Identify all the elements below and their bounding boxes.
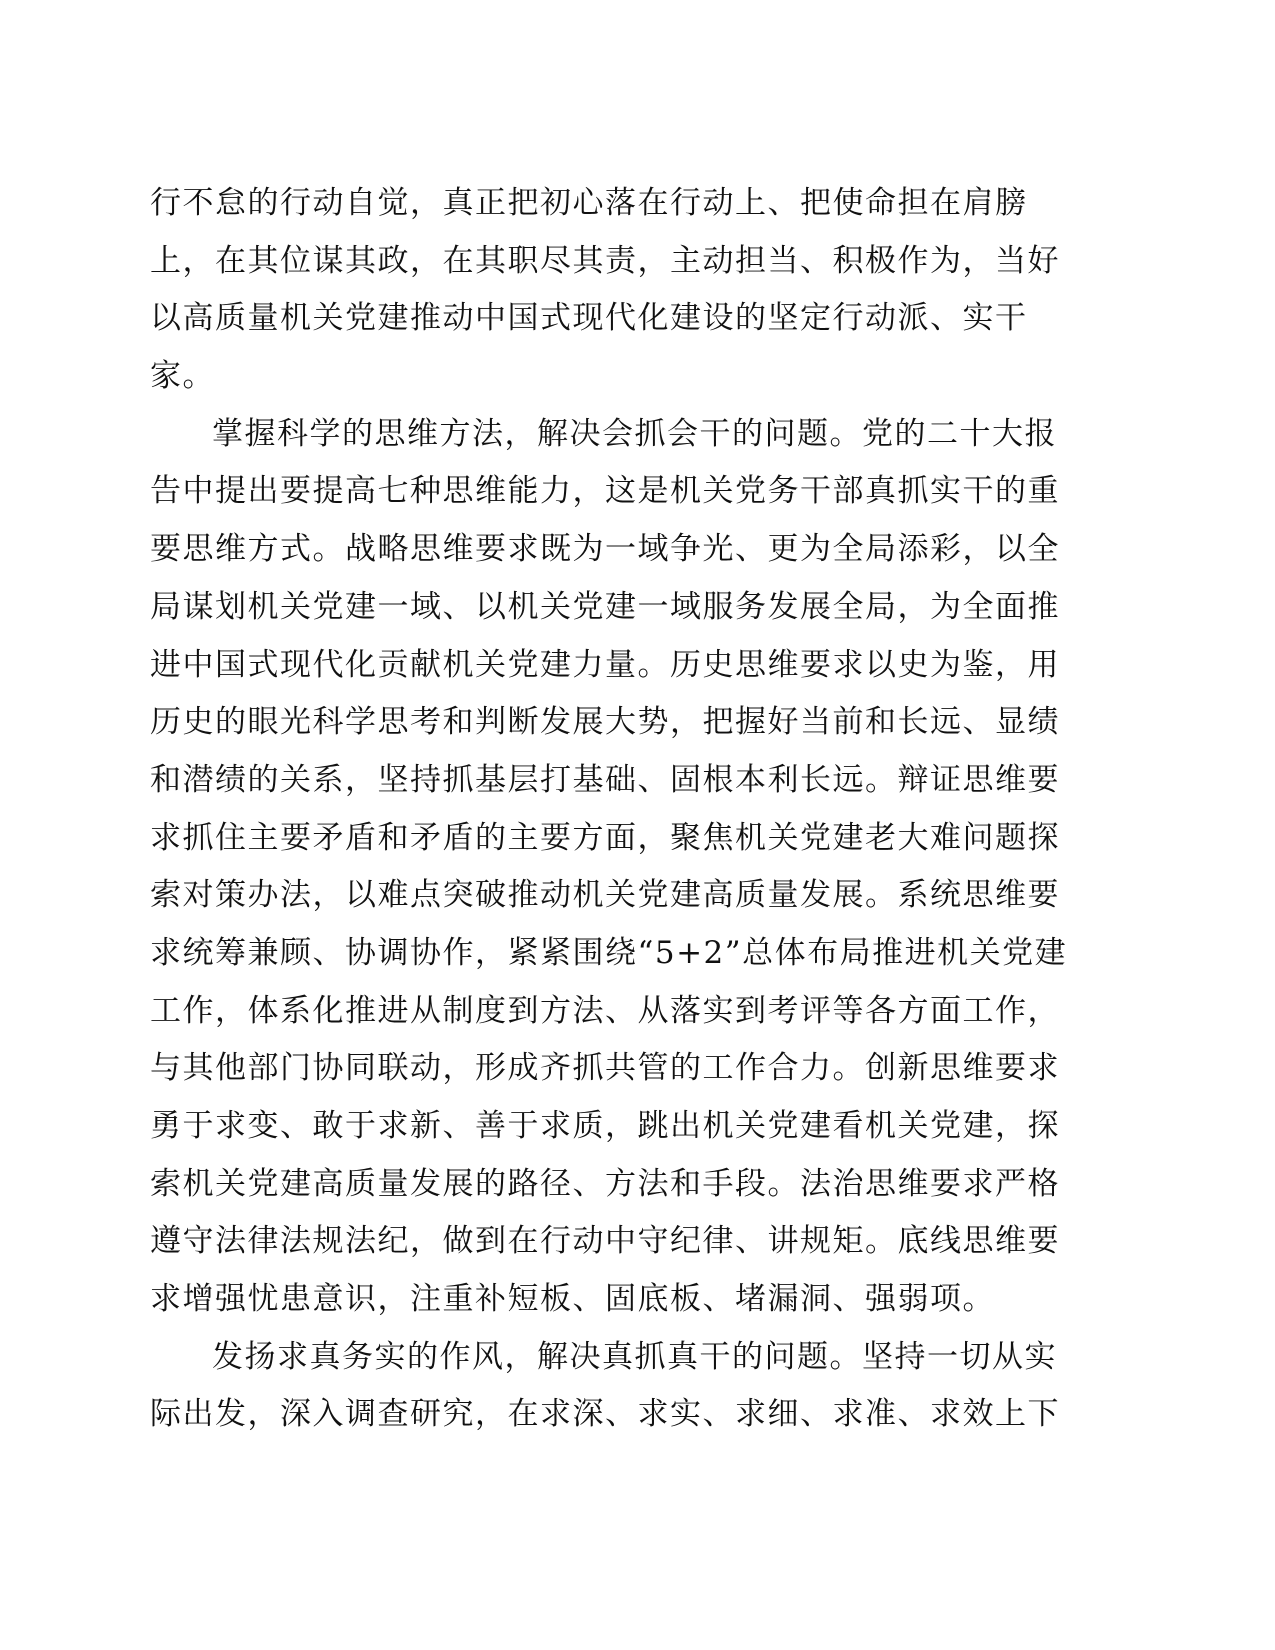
text-line: 家。 — [150, 358, 215, 395]
text-line: 勇于求变、敢于求新、善于求质，跳出机关党建看机关党建，探 — [150, 1108, 1060, 1144]
text-line: 上，在其位谋其政，在其职尽其责，主动担当、积极作为，当好 — [150, 242, 1060, 279]
text-line: 工作，体系化推进从制度到方法、从落实到考评等各方面工作， — [150, 992, 1060, 1029]
paragraph-start-line: 发扬求真务实的作风，解决真抓真干的问题。坚持一切从实 — [212, 1338, 1057, 1375]
text-line: 索机关党建高质量发展的路径、方法和手段。法治思维要求严格 — [150, 1165, 1060, 1202]
text-line: 局谋划机关党建一域、以机关党建一域服务发展全局，为全面推 — [150, 588, 1060, 625]
text-line: 际出发，深入调查研究，在求深、求实、求细、求准、求效上下 — [150, 1396, 1060, 1433]
text-line: 与其他部门协同联动，形成齐抓共管的工作合力。创新思维要求 — [150, 1050, 1060, 1087]
text-line: 索对策办法，以难点突破推动机关党建高质量发展。系统思维要 — [150, 877, 1060, 914]
text-line: 求统筹兼顾、协调协作，紧紧围绕“5+2”总体布局推进机关党建 — [150, 934, 1068, 971]
text-line: 遵守法律法规法纪，做到在行动中守纪律、讲规矩。底线思维要 — [150, 1223, 1060, 1260]
text-line: 要思维方式。战略思维要求既为一域争光、更为全局添彩，以全 — [150, 531, 1060, 568]
paragraph-start-line: 掌握科学的思维方法，解决会抓会干的问题。党的二十大报 — [212, 415, 1057, 452]
text-line: 历史的眼光科学思考和判断发展大势，把握好当前和长远、显绩 — [150, 704, 1060, 741]
text-line: 求增强忧患意识，注重补短板、固底板、堵漏洞、强弱项。 — [150, 1281, 995, 1318]
text-line: 以高质量机关党建推动中国式现代化建设的坚定行动派、实干 — [150, 300, 1028, 337]
text-line: 告中提出要提高七种思维能力，这是机关党务干部真抓实干的重 — [150, 473, 1060, 510]
body-text — [150, 175, 1090, 1444]
text-line: 进中国式现代化贡献机关党建力量。历史思维要求以史为鉴，用 — [150, 646, 1060, 683]
text-line: 和潜绩的关系，坚持抓基层打基础、固根本利长远。辩证思维要 — [150, 761, 1060, 798]
text-line: 求抓住主要矛盾和矛盾的主要方面，聚焦机关党建老大难问题探 — [150, 819, 1060, 856]
text-line: 行不怠的行动自觉，真正把初心落在行动上、把使命担在肩膀 — [150, 185, 1028, 221]
